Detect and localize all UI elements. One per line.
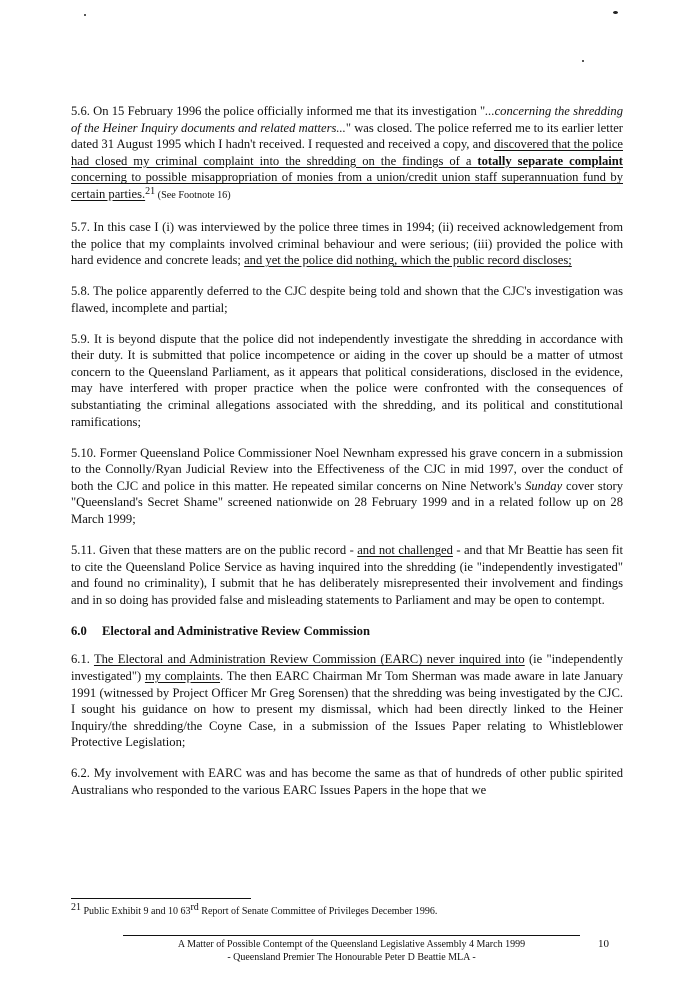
paragraph-5-10 [71,445,623,528]
footnote-text: Report of Senate Committee of Privileges December 1996. [198,906,438,917]
footnote-reference: 21 [145,185,156,197]
underlined-text: and yet the police did nothing, which the public record discloses; [244,253,572,268]
paragraph-text: . The then EARC Chairman Mr Tom Sherman was made aware in late January 1991 (witnessed by Project Officer Mr Greg Sorensen) that the shredding was being investigated by the CJC. I sought his guidance on how to present my dismissal, which had been directly linked to the Heiner Inquiry/the shredding/the Coyne Case, in a submission of the Issues Paper relating to Whistleblower Protective Legislation; [71,668,623,750]
underlined-text: and not challenged [357,543,453,558]
section-title: Electoral and Administrative Review Commission [102,623,370,638]
paragraph-6-2 [71,765,623,798]
footer-divider [123,935,580,936]
scan-speck [84,14,86,16]
section-number: 6.0 [71,623,87,638]
underlined-text: concerning to possible misappropriation of monies from a union/credit union staff superannuation fund by certain parties. [71,170,623,201]
ordinal-suffix: rd [190,902,199,913]
paragraph-5-11 [71,542,623,608]
paragraph-text: 5.10. Former Queensland Police Commissioner Noel Newnham expressed his grave concern in a submission to the Connolly/Ryan Judicial Review into the Effectiveness of the CJC in mid 1997, over the conduct of both the CJC and police in this matter. He repeated similar concerns on Nine Network's [71,445,623,493]
paragraph-5-9 [71,331,623,431]
footnote [71,902,623,918]
paragraph-text: 5.9. It is beyond dispute that the police did not independently investigate the shredding in accordance with their duty. It is submitted that police incompetence or aiding in the cover up should be a matter of utmost concern to the Queensland Parliament, as it appears that political considerations, disclosed in the evidence, may have interfered with proper practice when the police were confronted with the consequences of substantiating the criminal allegations associated with the shredding, and its political and constitutional ramifications; [71,331,623,429]
section-heading-6-0 [71,623,623,640]
scan-speck [613,11,618,14]
footer-line-2: - Queensland Premier The Honourable Peter D Beattie MLA - [227,952,476,963]
paragraph-5-8 [71,283,623,316]
scan-speck [582,60,584,62]
footnote-divider [71,898,251,899]
paragraph-5-7 [71,219,623,269]
underlined-bold-text: totally separate complaint [477,153,623,168]
paragraph-text: 5.7. In this case I (i) was interviewed by the police three times in 1994; (ii) received acknowledgement from the police that my complaints involved criminal behaviour and were serious; (iii) provided the police with hard evidence and concrete leads; [71,219,623,268]
page-number: 10 [598,938,609,950]
paragraph-text: " was closed. The police referred me to its earlier letter dated 31 August 1995 which I hadn't received. I requested and received a copy, and [71,120,623,152]
underlined-text: The Electoral and Administration Review Commission (EARC) never inquired into [93,652,525,667]
body-text [71,103,623,813]
paragraph-text: - and that Mr Beattie has seen fit to cite the Queensland Police Service as having inquired into the shredding (ie "independently investigated" and found no criminality), I submit that he has deliberately misrepresented their involvement and findings and in so doing has provided false and misleading statements to Parliament and may be open to contempt. [71,543,623,607]
footnote-number: 21 [71,902,81,913]
paragraph-text: 6.1. [71,652,94,667]
paragraph-5-6 [71,103,623,205]
paragraph-6-1 [71,651,623,751]
paragraph-text: 6.2. My involvement with EARC was and has become the same as that of hundreds of other public spirited Australians who responded to the various EARC Issues Papers in the hope that we [71,766,623,797]
paragraph-text: 5.8. The police apparently deferred to the CJC despite being told and shown that the CJC's investigation was flawed, incomplete and partial; [71,284,623,315]
footnote-text: Public Exhibit 9 and 10 63 [81,906,191,917]
paragraph-text: 5.11. Given that these matters are on the public record - [71,543,358,558]
underlined-text: discovered that the police had closed my criminal complaint into the shredding on the findings of a [71,137,623,168]
underlined-text: my complaints [144,668,221,683]
footer-line-1: A Matter of Possible Contempt of the Queensland Legislative Assembly 4 March 1999 [177,939,526,950]
footnote-note: (See Footnote 16) [155,189,231,201]
program-title: Sunday [525,478,563,493]
quoted-text: ...concerning the shredding of the Heiner Inquiry documents and related matters... [71,104,623,135]
paragraph-text: 5.6. On 15 February 1996 the police officially informed me that its investigation " [71,104,486,118]
paragraph-text: cover story "Queensland's Secret Shame" screened nationwide on 28 February 1999 and in a related follow up on 28 March 1999; [71,478,623,527]
paragraph-text: (ie "independently investigated") [71,652,624,683]
